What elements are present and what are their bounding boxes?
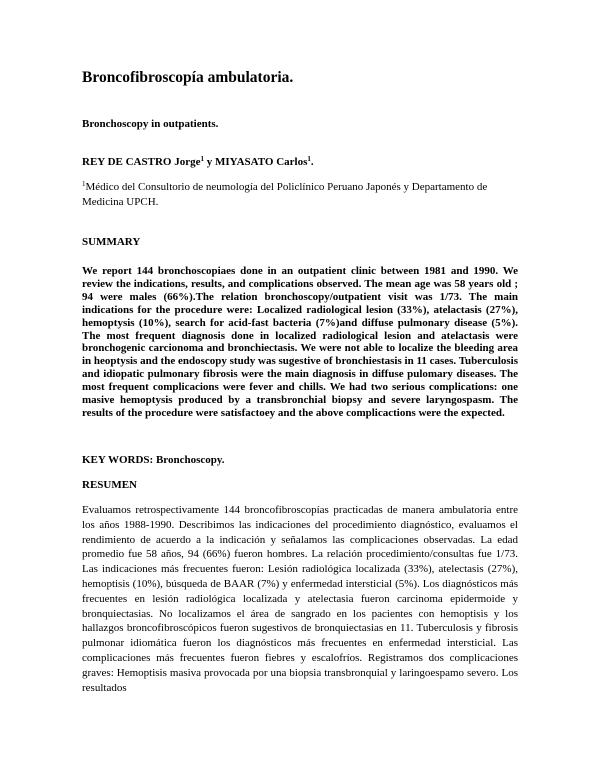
resumen-paragraph: Evaluamos retrospectivamente 144 broncofibroscopías practicadas de manera ambulatoria entre los años 1988-1990. Describimos las indicaciones del procedimiento diagnóstico, evaluamos el rendimiento de acuerdo a la indicación y señalamos las complicaciones observadas. La edad promedio fue 58 años, 94 (66%) fueron hombres. La relación procedimiento/consultas fue 1/73. Las indicaciones más frecuentes fueron: Lesión radiológica localizada (33%), atelectasis (27%), hemoptisis (10%), búsqueda de BAAR (7%) y enfermedad intersticial (5%). Los diagnósticos más frecuentes en lesión radiológica localizada y atelectasia fueron carcinoma epidermoide y bronquiectasias. No localizamos el área de sangrado en los pacientes con hemoptisis y los hallazgos broncofibroscópicos fueron sugestivos de bronquiectasias en 11. Tuberculosis y fibrosis pulmonar idiomática fueron los diagnósticos más frecuentes en enfermedad intersticial. Las complicaciones más frecuentes fueron fiebres y escalofríos. Registramos dos complicaciones graves: Hemoptisis masiva provocada por una biopsia transbronquial y laringoespamo severo. Los resultados <box>82 504 518 694</box>
summary-heading: SUMMARY <box>82 236 141 248</box>
author-name: REY DE CASTRO Jorge <box>82 156 201 168</box>
paper-subtitle: Bronchoscopy in outpatients. <box>82 118 219 130</box>
resumen-heading: RESUMEN <box>82 479 138 491</box>
author-affiliation-mark: 1 <box>200 155 204 163</box>
paper-title: Broncofibroscopía ambulatoria. <box>82 69 294 86</box>
author-line <box>82 156 314 168</box>
affiliation-mark: 1 <box>82 180 86 188</box>
affiliation-text: Médico del Consultorio de neumología del Policlínico Peruano Japonés y Departamento de Medicina UPCH. <box>82 181 488 208</box>
affiliation <box>82 180 522 210</box>
author-line-end: . <box>310 156 314 168</box>
author-name: MIYASATO Carlos <box>214 156 308 168</box>
summary-paragraph: We report 144 bronchoscopiaes done in an outpatient clinic between 1981 and 1990. We review the indications, results, and complications observed. The mean age was 58 years old ; 94 were males (66%).The relation bronchoscopy/outpatient visit was 1/73. The main indications for the procedure were: Localized radiological lesion (33%), atelactasis (27%), hemoptysis (10%), search for acid-fast bacteria (7%)and diffuse pulmonary disease (5%). The most frequent diagnosis done in localized radiological lesion and atelactasis were bronchogenic carcionoma and bronchiectasis. We were not able to localize the bleeding area in heoptysis and the endoscopy study was sugestive of bronchiestasis in 11 cases. Tuberculosis and idiopatic pulmonary fibrosis were the main diagnosis in diffuse pulomary diseases. The most frequent complicacions were fever and chills. We had two serious complications: one masive hemoptysis produced by a transbronchial biopsy and severe laryngospasm. The results of the procedure were satisfactoey and the above complicactions were the expected. <box>82 265 519 419</box>
author-joiner: y <box>203 156 215 168</box>
keywords-line: KEY WORDS: Bronchoscopy. <box>82 454 225 466</box>
author-affiliation-mark: 1 <box>307 155 311 163</box>
